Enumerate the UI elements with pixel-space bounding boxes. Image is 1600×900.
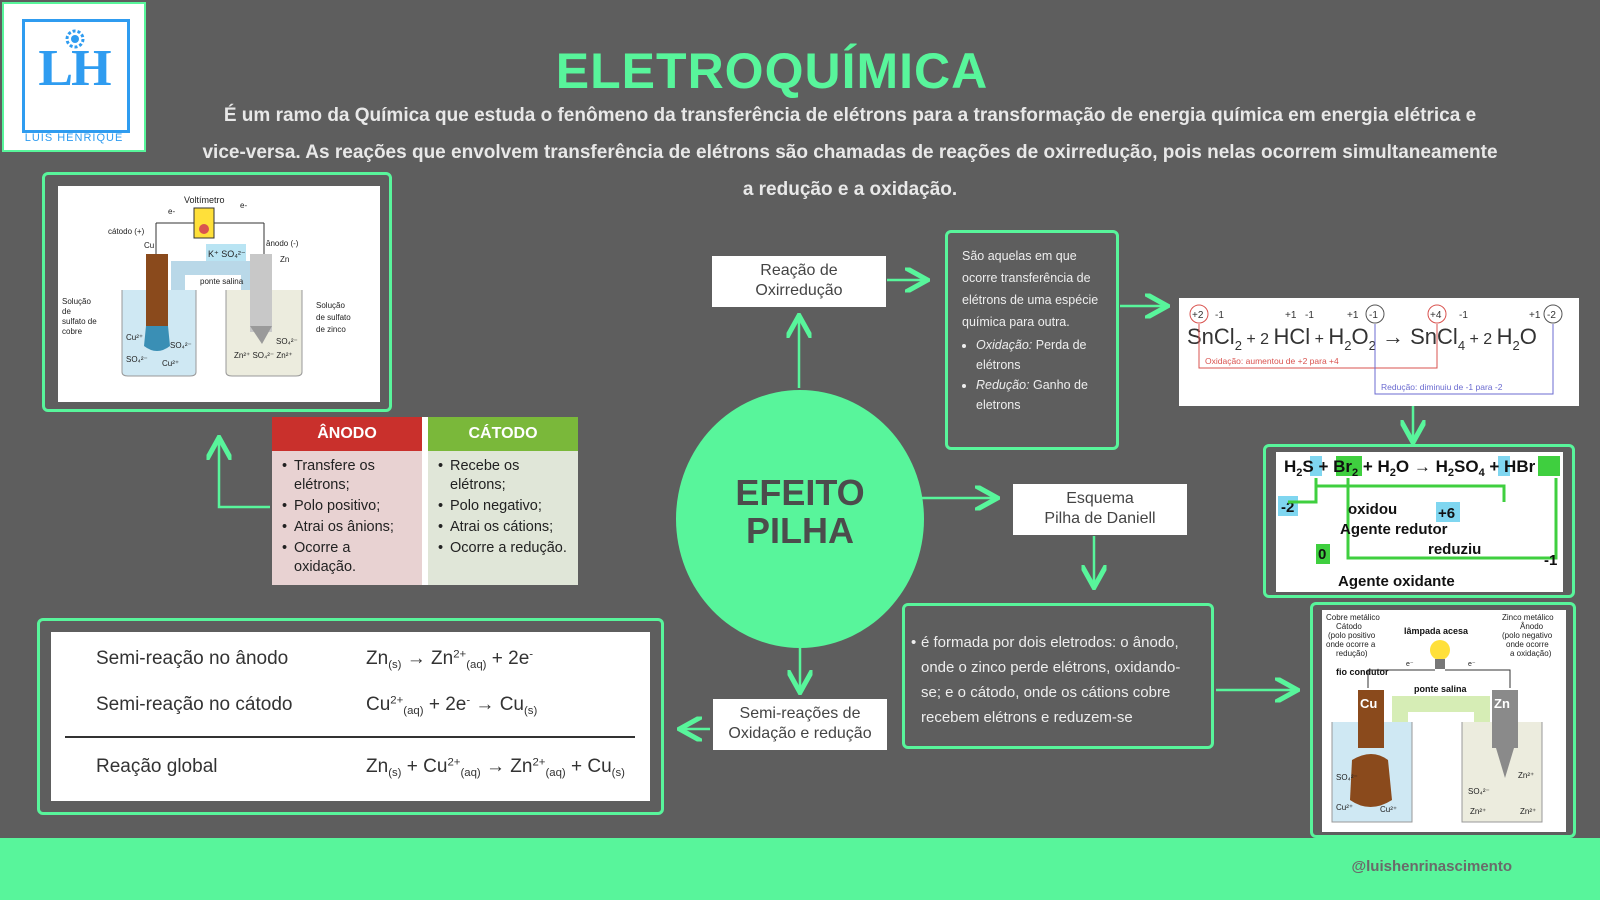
svg-text:sulfato de: sulfato de [62,317,97,326]
divider [65,736,635,738]
svg-text:-2: -2 [1547,310,1556,321]
svg-text:-1: -1 [1459,310,1468,321]
svg-text:(polo positivo: (polo positivo [1328,631,1376,640]
center-title-line2: PILHA [746,510,854,551]
anodo-item: • Atrai os ânions; [282,518,416,537]
svg-text:Zn: Zn [1494,696,1510,711]
definition-item [976,375,1106,415]
definition-text: São aquelas em que ocorre transferência de elétrons de uma espécie química para outra. [962,249,1099,329]
anodo-item: • Ocorre a oxidação. [282,539,416,577]
ponte-salina-label: ponte salina [1414,684,1467,694]
svg-text:(polo negativo: (polo negativo [1502,631,1553,640]
center-title [676,474,924,550]
catodo-label: cátodo (+) [108,227,145,236]
svg-text:-1: -1 [1544,552,1558,569]
agente-oxidante-label: Agente oxidante [1338,573,1455,590]
center-title-line1: EFEITO [735,472,865,513]
svg-text:+2: +2 [1192,310,1204,321]
global-reaction-label: Reação global [96,756,218,777]
svg-text:Zn²⁺: Zn²⁺ [1520,807,1537,816]
svg-text:Cu: Cu [144,241,155,250]
svg-text:SO₄²⁻: SO₄²⁻ [276,337,298,346]
svg-text:0: 0 [1318,546,1327,563]
oxidou-label: oxidou [1348,501,1398,518]
pile-diagram [1322,610,1566,832]
definition-desc: Perda de elétrons [976,338,1087,372]
daniell-box-line1: Esquema [1066,490,1134,507]
reduziu-label: reduziu [1428,541,1482,558]
svg-text:cobre: cobre [62,327,83,336]
svg-text:de sulfato: de sulfato [316,313,351,322]
daniell-box [1013,484,1187,535]
svg-text:Cu²⁺: Cu²⁺ [1336,803,1354,812]
svg-text:Cu²⁺: Cu²⁺ [1380,805,1398,814]
svg-text:Zn²⁺: Zn²⁺ [1518,771,1535,780]
voltimetro-label: Voltímetro [184,195,225,205]
svg-text:SO₄²⁻: SO₄²⁻ [1468,787,1490,796]
anode-reaction: $Zn_{(s)} \to Zn^{2+}_{(aq)} + 2e^-$ [366,648,534,671]
page-title: ELETROQUÍMICA [555,43,989,99]
svg-text:-1: -1 [1369,310,1378,321]
svg-text:onde ocorre a: onde ocorre a [1326,640,1376,649]
reduction-note: Redução: diminuiu de -1 para -2 [1381,382,1503,392]
agents-equation [1276,452,1563,592]
redox-definition [945,230,1119,450]
svg-text:Solução: Solução [316,301,345,310]
cathode-reaction-label: Semi-reação no cátodo [96,694,293,715]
definition-list [976,335,1106,415]
svg-text:+6: +6 [1438,505,1456,522]
svg-text:e-: e- [168,207,176,216]
svg-text:Cu: Cu [1360,696,1378,711]
center-circle [676,390,924,648]
redox-equation [1179,298,1579,406]
definition-term: Oxidação: [976,338,1033,352]
anode-reaction-label: Semi-reação no ânodo [96,648,289,669]
semi-box-line1: Semi-reações de [739,705,861,722]
svg-text:de: de [62,307,71,316]
definition-term: Redução: [976,378,1030,392]
svg-text:e⁻: e⁻ [1468,661,1476,668]
svg-text:-2: -2 [1281,499,1295,516]
lampada-label: lâmpada acesa [1404,626,1469,636]
svg-text:SO₄²⁻: SO₄²⁻ [126,355,148,364]
svg-text:Zinco metálico: Zinco metálico [1502,613,1554,622]
daniell-text: é formada por dois eletrodos: o ânodo, onde o zinco perde elétrons, oxidando-se; e o cátodo, onde os cátions cobre recebem elétrons e reduzem-se [921,634,1181,726]
svg-text:SnCl2 + 2 HCl + H2O2 → SnCl4 +: SnCl$_2$ $^{+ 2}$ HCl + $H_2O_2$ → SnCl$_4$ $^{+ 2}$ $H_2O$ [1187,324,1537,353]
svg-text:+4: +4 [1430,310,1442,321]
agente-redutor-label: Agente redutor [1340,521,1448,538]
global-reaction: $Zn_{(s)} + Cu^{2+}_{(aq)} \to Zn^{2+}_{(aq)} + Cu_{(s)}$ [366,756,625,779]
anodo-header: ÂNODO [272,417,422,451]
daniell-box-line2: Pilha de Daniell [1044,510,1156,527]
svg-text:Zn²⁺ SO₄²⁻ Zn²⁺: Zn²⁺ SO₄²⁻ Zn²⁺ [234,351,293,360]
svg-text:H2S + Br2 + H2O → H2SO4 + HBr: $H_2S + Br_2 + H_2O \to H_2SO_4$ + HBr [1284,457,1536,479]
redox-box [712,256,886,307]
catodo-item: • Polo negativo; [438,497,572,516]
svg-text:redução): redução) [1336,649,1368,658]
cell-diagram [58,186,380,402]
svg-text:SO₄²⁻: SO₄²⁻ [1336,773,1358,782]
semi-reactions-box [713,699,887,750]
daniell-description [902,603,1214,749]
catodo-item: • Ocorre a redução. [438,539,572,558]
anodo-list [272,451,422,585]
svg-text:de zinco: de zinco [316,325,346,334]
catodo-column [428,417,578,585]
bullet: • [911,634,917,651]
svg-text:-1: -1 [1305,310,1314,321]
svg-text:Cu²⁺: Cu²⁺ [126,333,144,342]
svg-text:e⁻: e⁻ [1406,661,1414,668]
svg-text:K⁺ SO₄²⁻: K⁺ SO₄²⁻ [208,249,246,259]
catodo-item: • Atrai os cátions; [438,518,572,537]
svg-text:-1: -1 [1215,310,1224,321]
anodo-label: ânodo (-) [266,239,299,248]
anodo-catodo-table [272,417,578,585]
semi-box-line2: Oxidação e redução [728,725,872,742]
svg-text:Cu²⁺: Cu²⁺ [162,359,180,368]
svg-text:Zn²⁺: Zn²⁺ [1470,807,1487,816]
svg-text:Cobre metálico: Cobre metálico [1326,613,1380,622]
svg-text:e-: e- [240,201,248,210]
intro-text: É um ramo da Química que estuda o fenômeno da transferência de elétrons para a transformação de energia química em energia elétrica e vice-versa. As reações que envolvem transferência de elétrons são chamadas de reações de oxirredução, pois nelas ocorrem simultaneamente a redução e a oxidação. [202,105,1498,200]
anodo-item: • Transfere os elétrons; [282,457,416,495]
svg-text:Zn: Zn [280,255,290,264]
svg-text:+1: +1 [1529,310,1541,321]
redox-box-line1: Reação de [760,262,838,279]
svg-text:Cátodo: Cátodo [1336,622,1362,631]
redox-box-line2: Oxirredução [755,282,843,299]
half-reactions [51,632,650,801]
logo-name: LUIS HENRIQUE [24,132,124,144]
definition-item [976,335,1106,375]
catodo-item: • Recebe os elétrons; [438,457,572,495]
catodo-list [428,451,578,585]
social-handle[interactable]: @luishenrinascimento [1351,858,1512,875]
footer-bar [0,838,1600,900]
cathode-reaction: $Cu^{2+}_{(aq)} + 2e^- \to Cu_{(s)}$ [366,694,538,717]
svg-text:onde ocorre: onde ocorre [1506,640,1549,649]
fio-label: fio condutor [1336,667,1389,677]
ponte-label: ponte salina [200,277,244,286]
svg-text:Ânodo: Ânodo [1520,622,1544,631]
oxidation-note: Oxidação: aumentou de +2 para +4 [1205,356,1339,366]
catodo-header: CÁTODO [428,417,578,451]
svg-text:+1: +1 [1285,310,1297,321]
svg-text:Solução: Solução [62,297,91,306]
anodo-column [272,417,422,585]
definition-desc: Ganho de eletrons [976,378,1088,412]
svg-text:SO₄²⁻: SO₄²⁻ [170,341,192,350]
logo-letters: LH [38,40,110,97]
svg-text:+1: +1 [1347,310,1359,321]
anodo-item: • Polo positivo; [282,497,416,516]
svg-text:a oxidação): a oxidação) [1510,649,1552,658]
